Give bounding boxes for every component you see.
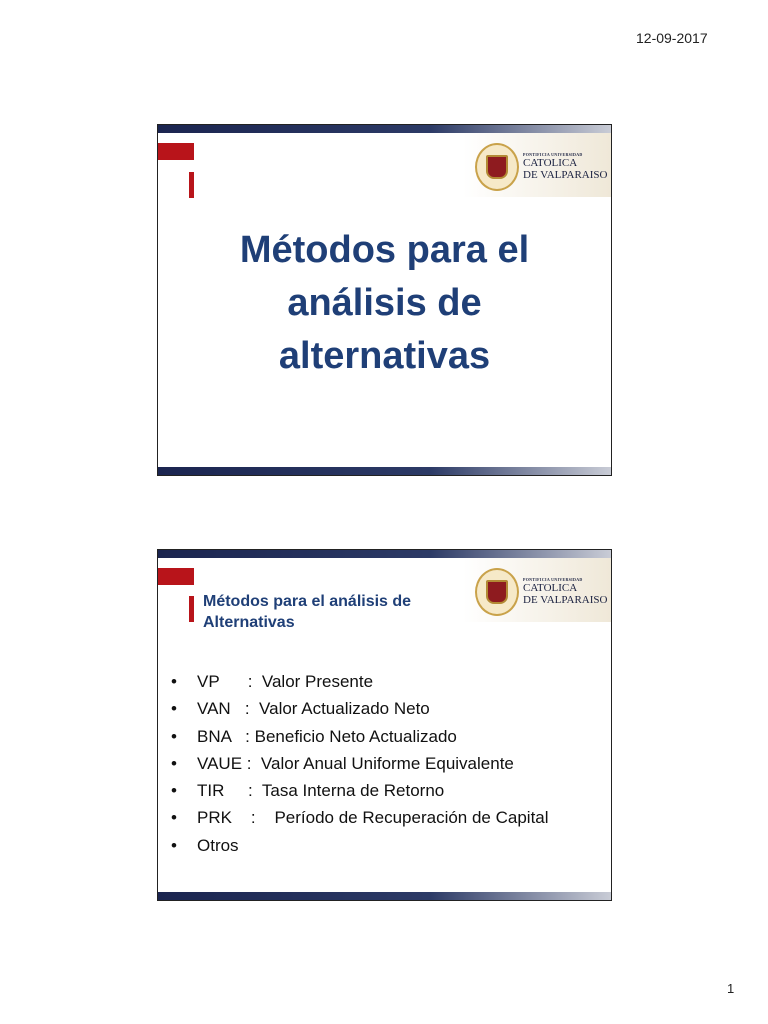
logo-panel [463,558,611,622]
list-item [171,750,549,777]
list-item [171,804,549,831]
document-date: 12-09-2017 [636,30,708,46]
slide-top-bar [158,125,611,133]
logo-line-1: PONTIFICIA UNIVERSIDAD [523,577,583,582]
slide-bottom-bar [158,467,611,475]
slide-title [157,124,612,476]
slide-2-title-line: Métodos para el análisis de [203,593,412,610]
slide-2-title [203,591,411,633]
slide-red-tick [189,172,194,198]
slide-red-tick [189,596,194,622]
list-item [171,832,549,859]
slide-red-block [158,143,194,160]
bullet-icon: • [171,726,177,746]
bullet-icon: • [171,753,177,773]
logo-line-3: DE VALPARAISO [523,169,608,181]
logo-line-2: CATOLICA [523,582,578,594]
methods-list [171,668,549,859]
list-item [171,777,549,804]
university-seal-icon [475,568,519,616]
slide-red-block [158,568,194,585]
slide-bottom-bar [158,892,611,900]
slide-top-bar [158,550,611,558]
logo-line-1: PONTIFICIA UNIVERSIDAD [523,152,583,157]
list-item [171,723,549,750]
list-item-text: TIR : Tasa Interna de Retorno [197,781,445,801]
list-item-text: Otros [197,835,239,855]
list-item-text: VAUE : Valor Anual Uniforme Equivalente [197,753,514,773]
university-seal-icon [475,143,519,191]
list-item-text: PRK : Período de Recuperación de Capital [197,808,549,828]
logo-line-3: DE VALPARAISO [523,594,608,606]
slide-1-title [158,224,611,383]
bullet-icon: • [171,699,177,719]
list-item-text: BNA : Beneficio Neto Actualizado [197,726,457,746]
slide-methods-list [157,549,612,901]
slide-1-title-line: alternativas [278,335,491,377]
list-item [171,695,549,722]
university-logo [475,568,607,616]
bullet-icon: • [171,835,177,855]
list-item-text: VP : Valor Presente [197,672,374,691]
page-number: 1 [727,981,735,996]
university-logo [475,143,607,191]
logo-panel [463,133,611,197]
bullet-icon: • [171,808,177,828]
logo-line-2: CATOLICA [523,157,578,169]
slide-1-title-line: Métodos para el [239,229,530,271]
list-item [171,668,549,695]
slide-2-title-line: Alternativas [203,614,295,631]
list-item-text: VAN : Valor Actualizado Neto [197,699,430,719]
bullet-icon: • [171,781,177,801]
slide-1-title-line: análisis de [287,282,482,324]
bullet-icon: • [171,672,177,691]
